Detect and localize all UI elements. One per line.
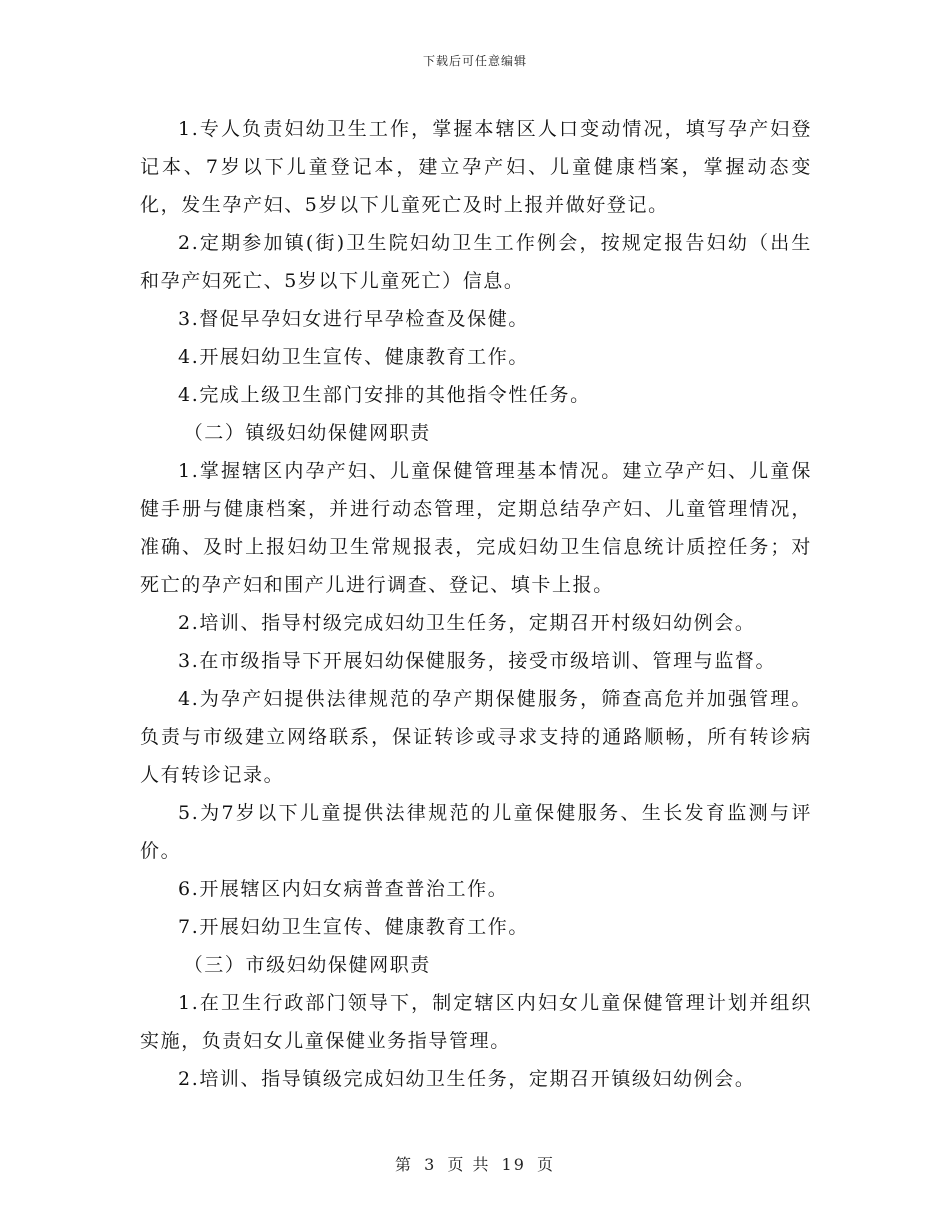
footer-page-number: 3 [424, 1155, 437, 1174]
footer-mid: 页 共 [447, 1155, 491, 1174]
paragraph-village-duty-3: 3.督促早孕妇女进行早孕检查及保健。 [178, 308, 529, 330]
paragraph-town-duty-1: 1.掌握辖区内孕产妇、儿童保健管理基本情况。建立孕产妇、儿童保健手册与健康档案，并进行动态管理，定期总结孕产妇、儿童管理情况，准确、及时上报妇幼卫生常规报表，完成妇幼卫生信息统计质控任务；对死亡的孕产妇和围产儿进行调查、登记、填卡上报。 [140, 460, 812, 596]
paragraph-town-duty-7: 7.开展妇幼卫生宣传、健康教育工作。 [178, 916, 529, 938]
paragraph-village-duty-2: 2.定期参加镇(街)卫生院妇幼卫生工作例会，按规定报告妇幼（出生和孕产妇死亡、5岁以下儿童死亡）信息。 [140, 232, 812, 292]
paragraph-village-duty-1: 1.专人负责妇幼卫生工作，掌握本辖区人口变动情况，填写孕产妇登记本、7岁以下儿童登记本，建立孕产妇、儿童健康档案，掌握动态变化，发生孕产妇、5岁以下儿童死亡及时上报并做好登记。 [140, 118, 812, 216]
paragraph-town-duty-3: 3.在市级指导下开展妇幼保健服务，接受市级培训、管理与监督。 [178, 650, 777, 672]
document-body [140, 110, 812, 1098]
paragraph-town-duty-4: 4.为孕产妇提供法律规范的孕产期保健服务，筛查高危并加强管理。负责与市级建立网络联系，保证转诊或寻求支持的通路顺畅，所有转诊病人有转诊记录。 [140, 688, 812, 786]
paragraph-town-duty-5: 5.为7岁以下儿童提供法律规范的儿童保健服务、生长发育监测与评价。 [140, 802, 812, 862]
footer-total-pages: 19 [501, 1155, 526, 1174]
paragraph-town-duty-6: 6.开展辖区内妇女病普查普治工作。 [178, 878, 509, 900]
paragraph-city-duty-2: 2.培训、指导镇级完成妇幼卫生任务，定期召开镇级妇幼例会。 [178, 1068, 756, 1090]
page-footer [0, 1152, 950, 1175]
paragraph-city-duty-1: 1.在卫生行政部门领导下，制定辖区内妇女儿童保健管理计划并组织实施，负责妇女儿童保健业务指导管理。 [140, 992, 812, 1052]
paragraph-village-duty-5: 4.完成上级卫生部门安排的其他指令性任务。 [178, 384, 591, 406]
page-header: 下载后可任意编辑 [422, 54, 527, 68]
section-heading-town: （二）镇级妇幼保健网职责 [183, 422, 431, 444]
footer-suffix: 页 [537, 1155, 556, 1174]
footer-prefix: 第 [394, 1155, 413, 1174]
paragraph-town-duty-2: 2.培训、指导村级完成妇幼卫生任务，定期召开村级妇幼例会。 [178, 612, 756, 634]
section-heading-city: （三）市级妇幼保健网职责 [183, 954, 431, 976]
paragraph-village-duty-4: 4.开展妇幼卫生宣传、健康教育工作。 [178, 346, 529, 368]
